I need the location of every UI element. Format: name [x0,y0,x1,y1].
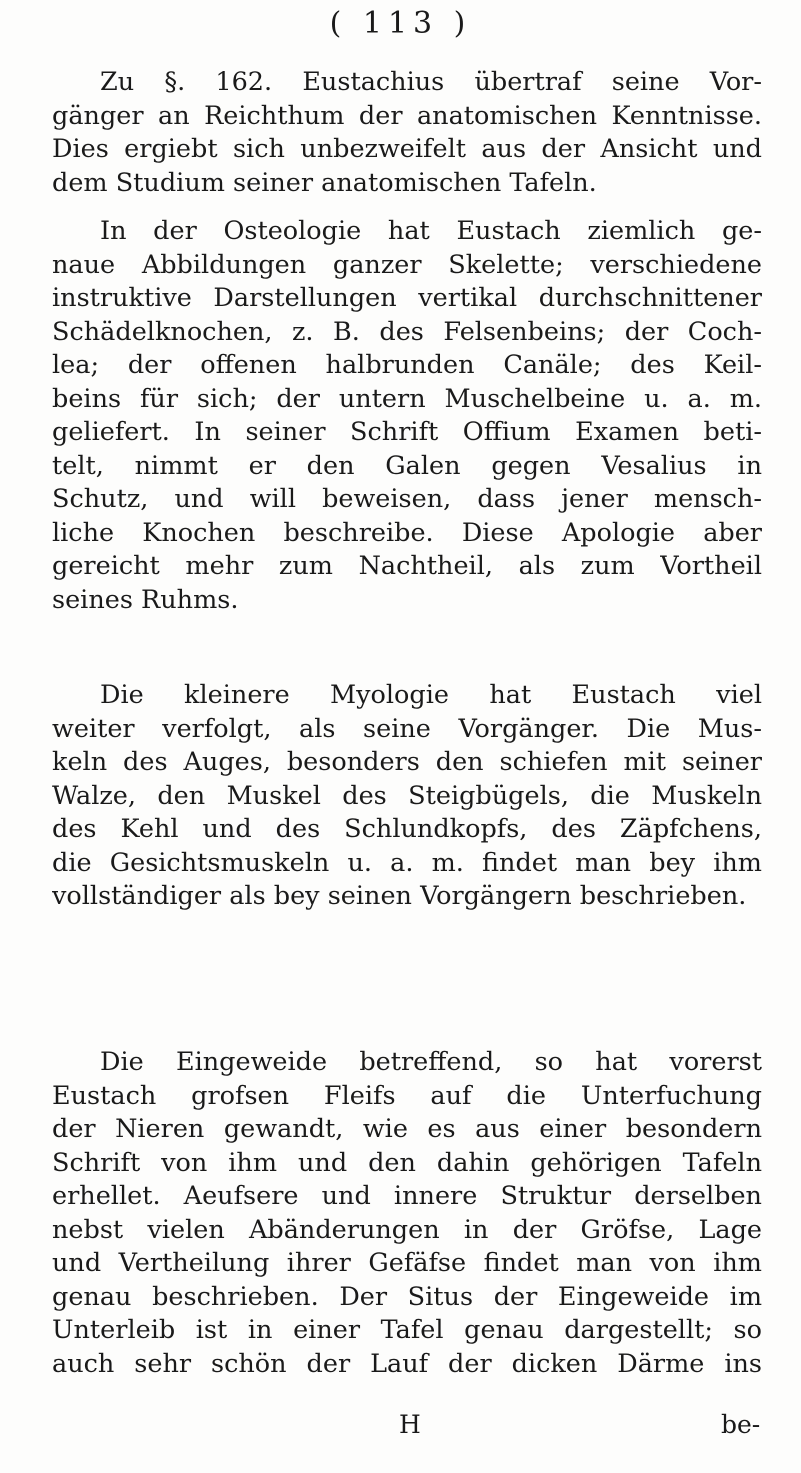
text-line: dem Studium seiner anatomischen Tafeln. [52,167,597,198]
text-line: telt, nimmt er den Galen gegen Vesalius in [52,450,762,481]
text-line: nebst vielen Abänderungen in der Gröfse, Lage [52,1214,762,1245]
text-line: geliefert. In seiner Schrift Offium Examen beti- [52,417,762,447]
text-line: gereicht mehr zum Nachtheil, als zum Vortheil [52,551,762,581]
text-line: keln des Auges, besonders den schiefen mit seiner [52,747,762,777]
text-line: Die Eingeweide betreffend, so hat vorerst [100,1047,762,1077]
text-line: weiter verfolgt, als seine Vorgänger. Die Mus- [52,713,762,744]
paragraph-1 [52,66,762,200]
text-line: vollständiger als bey seinen Vorgängern beschrieben. [52,881,747,911]
signature-mark: H [399,1410,421,1439]
text-line: und Vertheilung ihrer Gefäfse findet man von ihm [52,1248,762,1278]
text-line: liche Knochen beschreibe. Diese Apologie aber [52,517,762,548]
text-line: seines Ruhms. [52,584,239,615]
catchword: be- [721,1410,761,1439]
page-number: ( 113 ) [329,6,472,41]
text-line: beins für sich; der untern Muschelbeine u. a. m. [52,383,762,414]
text-line: gänger an Reichthum der anatomischen Kenntnisse. [52,100,762,131]
text-line: Unterleib ist in einer Tafel genau dargestellt; so [52,1315,762,1345]
text-line: Die kleinere Myologie hat Eustach viel [100,680,762,710]
text-line: auch sehr schön der Lauf der dicken Därme ins [52,1348,762,1379]
text-line: Walze, den Muskel des Steigbügels, die Muskeln [52,780,762,811]
paragraph-4 [52,1046,762,1381]
text-line: Eustach grofsen Fleifs auf die Unterfuchung [52,1080,762,1111]
text-line: die Gesichtsmuskeln u. a. m. findet man bey ihm [52,847,762,878]
text-line: In der Osteologie hat Eustach ziemlich ge- [100,216,762,246]
text-line: genau beschrieben. Der Situs der Eingeweide im [52,1281,762,1312]
text-line: naue Abbildungen ganzer Skelette; verschiedene [52,249,762,280]
text-line: instruktive Darstellungen vertikal durchschnittener [52,283,762,313]
text-line: Schutz, und will beweisen, dass jener mensch- [52,484,762,514]
paragraph-2 [52,215,762,617]
text-line: des Kehl und des Schlundkopfs, des Zäpfchens, [52,814,762,844]
text-line: Schrift von ihm und den dahin gehörigen Tafeln [52,1147,762,1178]
text-line: der Nieren gewandt, wie es aus einer besondern [52,1114,762,1144]
text-line: Zu §. 162. Eustachius übertraf seine Vor- [100,67,762,97]
text-line: Dies ergiebt sich unbezweifelt aus der Ansicht und [52,134,762,164]
text-line: lea; der offenen halbrunden Canäle; des Keil- [52,350,762,380]
text-line: Schädelknochen, z. B. des Felsenbeins; der Coch- [52,316,762,347]
text-line: erhellet. Aeufsere und innere Struktur derselben [52,1181,762,1211]
paragraph-3 [52,679,762,914]
